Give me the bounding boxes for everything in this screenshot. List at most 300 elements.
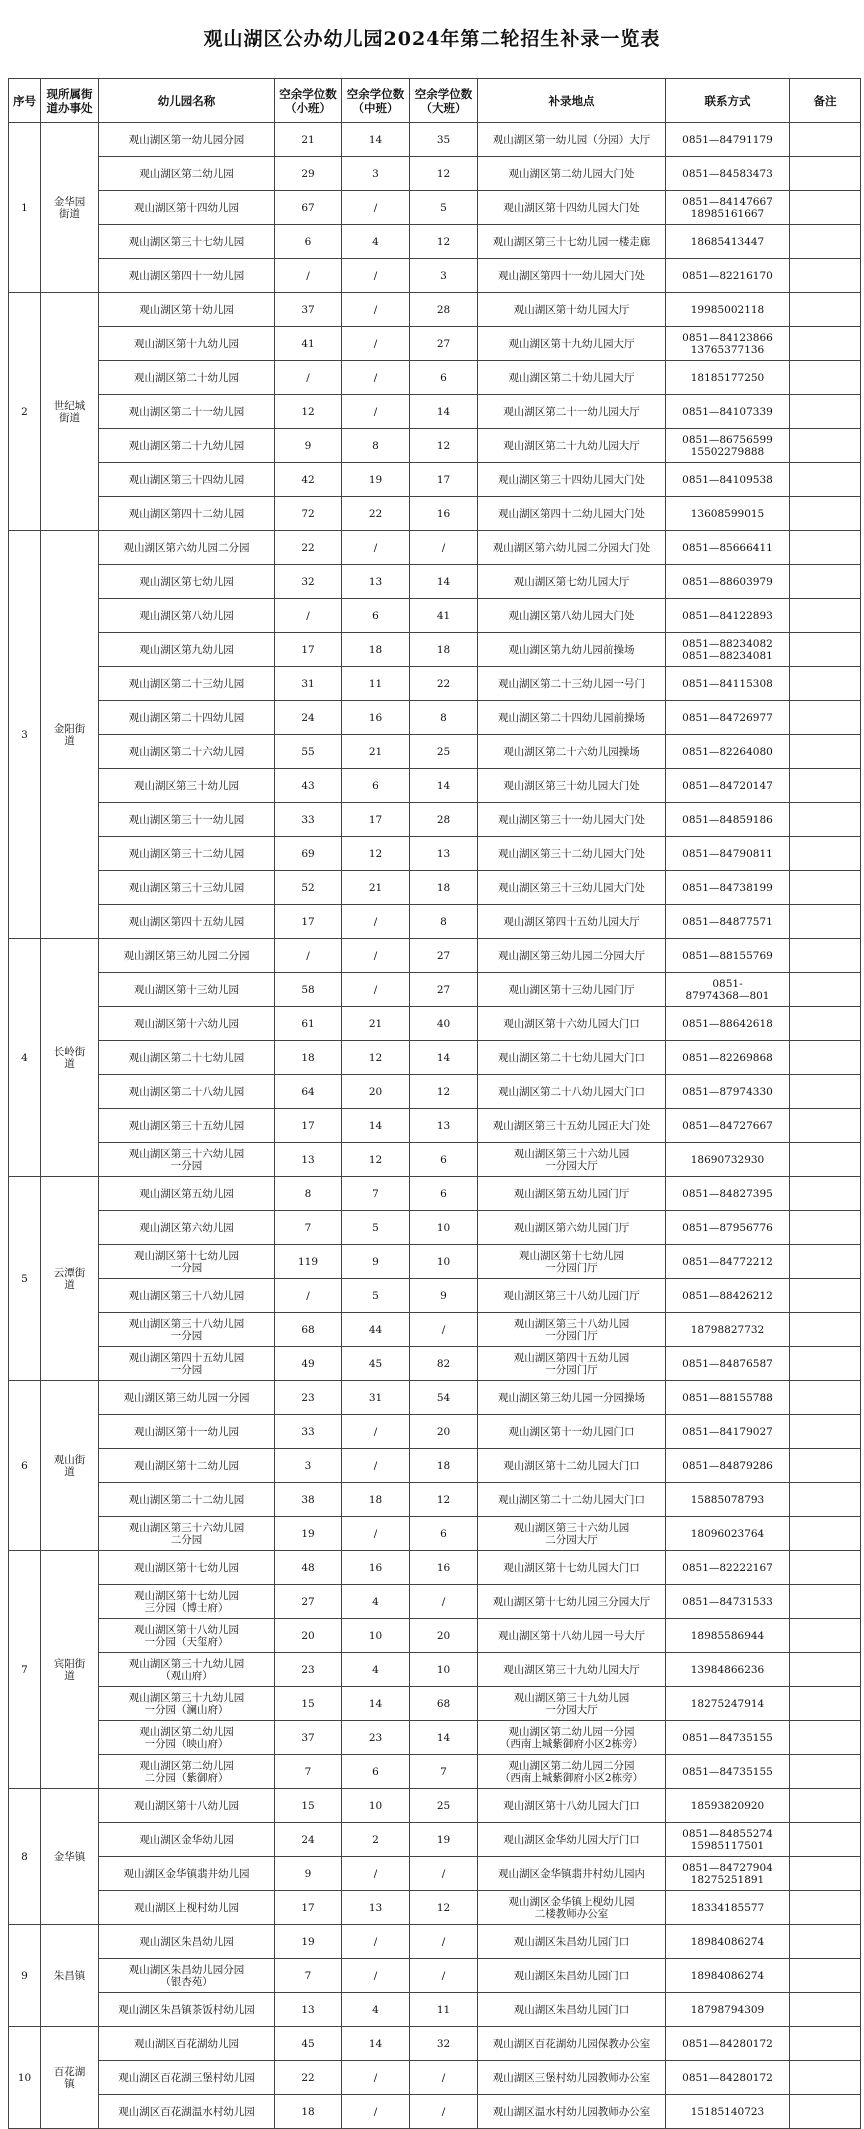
seats-large: 25 (410, 735, 478, 769)
table-row (9, 1517, 861, 1551)
group-office: 长岭街道 (41, 939, 99, 1177)
note-cell (790, 2061, 861, 2095)
seats-middle: / (342, 905, 410, 939)
contact-phone: 0851—82216170 (666, 259, 790, 293)
enroll-place: 观山湖区第六幼儿园二分园大门处 (478, 531, 666, 565)
seats-small: 31 (275, 667, 342, 701)
enroll-place: 观山湖区朱昌幼儿园门口 (478, 1959, 666, 1993)
seats-middle: / (342, 1415, 410, 1449)
header-large: 空余学位数（大班） (410, 79, 478, 123)
group-office: 金阳街道 (41, 531, 99, 939)
kindergarten-name: 观山湖区第三十八幼儿园 (99, 1279, 275, 1313)
contact-phone: 0851—84122893 (666, 599, 790, 633)
seats-middle: 4 (342, 1585, 410, 1619)
enroll-place: 观山湖区第十一幼儿园门口 (478, 1415, 666, 1449)
seats-middle: 13 (342, 565, 410, 599)
enroll-place: 观山湖区第十二幼儿园大门口 (478, 1449, 666, 1483)
table-row (9, 1891, 861, 1925)
table-row (9, 769, 861, 803)
kindergarten-name: 观山湖区第二十三幼儿园 (99, 667, 275, 701)
seats-middle: 23 (342, 1721, 410, 1755)
note-cell (790, 1653, 861, 1687)
contact-phone: 0851—84179027 (666, 1415, 790, 1449)
note-cell (790, 599, 861, 633)
seats-middle: 44 (342, 1313, 410, 1347)
seats-large: 6 (410, 1177, 478, 1211)
note-cell (790, 1041, 861, 1075)
kindergarten-name: 观山湖区第三十四幼儿园 (99, 463, 275, 497)
note-cell (790, 871, 861, 905)
contact-phone: 0851—84879286 (666, 1449, 790, 1483)
seats-large: 12 (410, 429, 478, 463)
kindergarten-name: 观山湖区第三幼儿园一分园 (99, 1381, 275, 1415)
seats-middle: / (342, 327, 410, 361)
note-cell (790, 1517, 861, 1551)
enroll-place: 观山湖区第三十八幼儿园门厅 (478, 1279, 666, 1313)
note-cell (790, 939, 861, 973)
contact-phone: 0851—85666411 (666, 531, 790, 565)
seats-middle: / (342, 1517, 410, 1551)
seats-small: 52 (275, 871, 342, 905)
table-row (9, 1381, 861, 1415)
group-office: 朱昌镇 (41, 1925, 99, 2027)
seats-large: 12 (410, 1075, 478, 1109)
contact-phone: 0851—84876587 (666, 1347, 790, 1381)
note-cell (790, 1993, 861, 2027)
seats-small: 13 (275, 1993, 342, 2027)
contact-phone: 0851—84735155 (666, 1755, 790, 1789)
table-row (9, 1245, 861, 1279)
enroll-place: 观山湖区第五幼儿园门厅 (478, 1177, 666, 1211)
kindergarten-name: 观山湖区第三十五幼儿园 (99, 1109, 275, 1143)
seats-middle: 6 (342, 769, 410, 803)
seats-middle: 7 (342, 1177, 410, 1211)
group-office: 宾阳街道 (41, 1551, 99, 1789)
kindergarten-name: 观山湖区朱昌幼儿园分园 （银杏苑） (99, 1959, 275, 1993)
enroll-place: 观山湖区第二十四幼儿园前操场 (478, 701, 666, 735)
kindergarten-name: 观山湖区第十二幼儿园 (99, 1449, 275, 1483)
seats-middle: 12 (342, 1041, 410, 1075)
seats-middle: 4 (342, 225, 410, 259)
seats-middle: / (342, 531, 410, 565)
enroll-place: 观山湖区第三十八幼儿园 一分园门厅 (478, 1313, 666, 1347)
contact-phone: 0851—88234082 0851—88234081 (666, 633, 790, 667)
enroll-place: 观山湖区第三十五幼儿园正大门处 (478, 1109, 666, 1143)
enroll-place: 观山湖区第十三幼儿园门厅 (478, 973, 666, 1007)
contact-phone: 0851—84107339 (666, 395, 790, 429)
seats-large: 41 (410, 599, 478, 633)
note-cell (790, 701, 861, 735)
table-row (9, 1619, 861, 1653)
seats-middle: 3 (342, 157, 410, 191)
group-seq: 6 (9, 1381, 41, 1551)
group-seq: 10 (9, 2027, 41, 2129)
kindergarten-name: 观山湖区第十六幼儿园 (99, 1007, 275, 1041)
seats-middle: / (342, 2061, 410, 2095)
contact-phone: 0851—82269868 (666, 1041, 790, 1075)
note-cell (790, 1143, 861, 1177)
enroll-place: 观山湖区第十七幼儿园大门口 (478, 1551, 666, 1585)
seats-large: 25 (410, 1789, 478, 1823)
table-row (9, 1687, 861, 1721)
seats-middle: 8 (342, 429, 410, 463)
kindergarten-name: 观山湖区第三幼儿园二分园 (99, 939, 275, 973)
table-row (9, 1653, 861, 1687)
contact-phone: 0851—88155769 (666, 939, 790, 973)
kindergarten-name: 观山湖区第三十三幼儿园 (99, 871, 275, 905)
table-row (9, 803, 861, 837)
kindergarten-name: 观山湖区第二十六幼儿园 (99, 735, 275, 769)
seats-middle: / (342, 1925, 410, 1959)
seats-large: / (410, 531, 478, 565)
seats-middle: 16 (342, 701, 410, 735)
seats-large: 35 (410, 123, 478, 157)
seats-small: 38 (275, 1483, 342, 1517)
seats-small: 43 (275, 769, 342, 803)
contact-phone: 15885078793 (666, 1483, 790, 1517)
group-office: 百花湖镇 (41, 2027, 99, 2129)
contact-phone: 0851—84855274 15985117501 (666, 1823, 790, 1857)
seats-small: 6 (275, 225, 342, 259)
seats-middle: 4 (342, 1993, 410, 2027)
enroll-place: 观山湖区第三十一幼儿园大门处 (478, 803, 666, 837)
note-cell (790, 837, 861, 871)
table-row (9, 327, 861, 361)
seats-small: 8 (275, 1177, 342, 1211)
note-cell (790, 1789, 861, 1823)
enroll-place: 观山湖区百花湖幼儿园保教办公室 (478, 2027, 666, 2061)
contact-phone: 18984086274 (666, 1925, 790, 1959)
kindergarten-name: 观山湖区第二幼儿园 (99, 157, 275, 191)
table-row (9, 871, 861, 905)
header-contact: 联系方式 (666, 79, 790, 123)
kindergarten-name: 观山湖区第四十二幼儿园 (99, 497, 275, 531)
contact-phone: 15185140723 (666, 2095, 790, 2129)
enroll-place: 观山湖区第四十二幼儿园大门处 (478, 497, 666, 531)
seats-middle: 12 (342, 837, 410, 871)
table-row (9, 1177, 861, 1211)
seats-large: 13 (410, 837, 478, 871)
seats-small: 37 (275, 1721, 342, 1755)
table-row (9, 2061, 861, 2095)
table-row (9, 1415, 861, 1449)
kindergarten-name: 观山湖区金华幼儿园 (99, 1823, 275, 1857)
seats-small: 15 (275, 1687, 342, 1721)
kindergarten-name: 观山湖区第六幼儿园二分园 (99, 531, 275, 565)
seats-small: 19 (275, 1925, 342, 1959)
kindergarten-name: 观山湖区第三十九幼儿园 （观山府） (99, 1653, 275, 1687)
contact-phone: 18275247914 (666, 1687, 790, 1721)
table-row (9, 225, 861, 259)
seats-small: 48 (275, 1551, 342, 1585)
table-row (9, 1347, 861, 1381)
seats-large: 6 (410, 1143, 478, 1177)
kindergarten-name: 观山湖区第十三幼儿园 (99, 973, 275, 1007)
group-office: 金华园街道 (41, 123, 99, 293)
table-row (9, 1075, 861, 1109)
seats-small: 119 (275, 1245, 342, 1279)
seats-large: / (410, 1585, 478, 1619)
enroll-place: 观山湖区第二十二幼儿园大门口 (478, 1483, 666, 1517)
seats-large: 27 (410, 327, 478, 361)
seats-middle: / (342, 1959, 410, 1993)
enroll-place: 观山湖区第七幼儿园大厅 (478, 565, 666, 599)
seats-middle: 9 (342, 1245, 410, 1279)
table-row (9, 1041, 861, 1075)
enroll-place: 观山湖区金华幼儿园大厅门口 (478, 1823, 666, 1857)
contact-phone: 0851—84738199 (666, 871, 790, 905)
seats-middle: 21 (342, 735, 410, 769)
kindergarten-name: 观山湖区第三十二幼儿园 (99, 837, 275, 871)
note-cell (790, 667, 861, 701)
seats-large: 28 (410, 293, 478, 327)
seats-large: 11 (410, 1993, 478, 2027)
note-cell (790, 803, 861, 837)
enroll-place: 观山湖区第四十五幼儿园大厅 (478, 905, 666, 939)
seats-small: 22 (275, 2061, 342, 2095)
enroll-place: 观山湖区第三十四幼儿园大门处 (478, 463, 666, 497)
contact-phone: 18334185577 (666, 1891, 790, 1925)
seats-small: 68 (275, 1313, 342, 1347)
note-cell (790, 1381, 861, 1415)
table-row (9, 1993, 861, 2027)
kindergarten-name: 观山湖区上枧村幼儿园 (99, 1891, 275, 1925)
enroll-place: 观山湖区第十幼儿园大厅 (478, 293, 666, 327)
contact-phone: 0851—87974330 (666, 1075, 790, 1109)
contact-phone: 0851—87956776 (666, 1211, 790, 1245)
group-seq: 4 (9, 939, 41, 1177)
note-cell (790, 327, 861, 361)
seats-large: / (410, 1857, 478, 1891)
kindergarten-name: 观山湖区百花湖三堡村幼儿园 (99, 2061, 275, 2095)
table-row (9, 973, 861, 1007)
seats-middle: / (342, 259, 410, 293)
kindergarten-name: 观山湖区第十一幼儿园 (99, 1415, 275, 1449)
kindergarten-name: 观山湖区第十七幼儿园 三分园（博士府） (99, 1585, 275, 1619)
seats-middle: 6 (342, 1755, 410, 1789)
contact-phone: 18690732930 (666, 1143, 790, 1177)
kindergarten-name: 观山湖区第二幼儿园 二分园（紫御府） (99, 1755, 275, 1789)
kindergarten-name: 观山湖区第三十六幼儿园 二分园 (99, 1517, 275, 1551)
kindergarten-name: 观山湖区第十幼儿园 (99, 293, 275, 327)
seats-middle: 14 (342, 1687, 410, 1721)
enroll-place: 观山湖区第十七幼儿园三分园大厅 (478, 1585, 666, 1619)
seats-middle: 5 (342, 1211, 410, 1245)
enroll-place: 观山湖区第二十七幼儿园大门口 (478, 1041, 666, 1075)
seats-middle: / (342, 191, 410, 225)
contact-phone: 0851—88603979 (666, 565, 790, 599)
enroll-place: 观山湖区第四十五幼儿园 一分园门厅 (478, 1347, 666, 1381)
seats-small: 37 (275, 293, 342, 327)
group-seq: 8 (9, 1789, 41, 1925)
enroll-place: 观山湖区三堡村幼儿园教师办公室 (478, 2061, 666, 2095)
table-row (9, 191, 861, 225)
kindergarten-name: 观山湖区第六幼儿园 (99, 1211, 275, 1245)
seats-small: 9 (275, 429, 342, 463)
seats-small: 19 (275, 1517, 342, 1551)
header-note: 备注 (790, 79, 861, 123)
contact-phone: 0851—84280172 (666, 2061, 790, 2095)
seats-large: 14 (410, 565, 478, 599)
note-cell (790, 1109, 861, 1143)
page-title: 观山湖区公办幼儿园2024年第二轮招生补录一览表 (203, 28, 661, 50)
seats-small: 42 (275, 463, 342, 497)
seats-large: 3 (410, 259, 478, 293)
enroll-place: 观山湖区第三十幼儿园大门处 (478, 769, 666, 803)
enroll-place: 观山湖区第二十六幼儿园操场 (478, 735, 666, 769)
note-cell (790, 191, 861, 225)
seats-middle: 14 (342, 123, 410, 157)
seats-small: / (275, 1279, 342, 1313)
note-cell (790, 1007, 861, 1041)
seats-small: 15 (275, 1789, 342, 1823)
contact-phone: 0851—82264080 (666, 735, 790, 769)
seats-large: 10 (410, 1653, 478, 1687)
seats-large: / (410, 1959, 478, 1993)
table-row (9, 565, 861, 599)
seats-small: 72 (275, 497, 342, 531)
seats-small: 21 (275, 123, 342, 157)
table-row (9, 599, 861, 633)
table-row (9, 1857, 861, 1891)
enroll-place: 观山湖区第一幼儿园（分园）大厅 (478, 123, 666, 157)
enroll-place: 观山湖区第二十九幼儿园大厅 (478, 429, 666, 463)
enroll-place: 观山湖区第三十七幼儿园一楼走廊 (478, 225, 666, 259)
note-cell (790, 735, 861, 769)
table-row (9, 259, 861, 293)
seats-large: 28 (410, 803, 478, 837)
enroll-place: 观山湖区第二十三幼儿园一号门 (478, 667, 666, 701)
seats-large: 14 (410, 395, 478, 429)
enroll-place: 观山湖区第三十九幼儿园 一分园大厅 (478, 1687, 666, 1721)
note-cell (790, 2027, 861, 2061)
contact-phone: 0851—84859186 (666, 803, 790, 837)
seats-middle: 20 (342, 1075, 410, 1109)
enrollment-table (8, 78, 861, 2129)
kindergarten-name: 观山湖区第十四幼儿园 (99, 191, 275, 225)
contact-phone: 0851- 87974368—801 (666, 973, 790, 1007)
note-cell (790, 1245, 861, 1279)
table-row (9, 735, 861, 769)
seats-small: 17 (275, 1891, 342, 1925)
note-cell (790, 1857, 861, 1891)
seats-middle: 17 (342, 803, 410, 837)
seats-small: 13 (275, 1143, 342, 1177)
note-cell (790, 225, 861, 259)
seats-middle: 14 (342, 1109, 410, 1143)
note-cell (790, 1619, 861, 1653)
seats-middle: / (342, 939, 410, 973)
seats-small: 20 (275, 1619, 342, 1653)
seats-small: 17 (275, 905, 342, 939)
contact-phone: 0851—88155788 (666, 1381, 790, 1415)
seats-large: 13 (410, 1109, 478, 1143)
note-cell (790, 1755, 861, 1789)
seats-large: 82 (410, 1347, 478, 1381)
kindergarten-name: 观山湖区第五幼儿园 (99, 1177, 275, 1211)
note-cell (790, 1891, 861, 1925)
seats-large: / (410, 1313, 478, 1347)
seats-large: 68 (410, 1687, 478, 1721)
note-cell (790, 361, 861, 395)
kindergarten-name: 观山湖区第九幼儿园 (99, 633, 275, 667)
seats-middle: 45 (342, 1347, 410, 1381)
seats-large: 12 (410, 157, 478, 191)
kindergarten-name: 观山湖区第十九幼儿园 (99, 327, 275, 361)
note-cell (790, 1075, 861, 1109)
seats-large: 14 (410, 769, 478, 803)
kindergarten-name: 观山湖区第三十九幼儿园 一分园（澜山府） (99, 1687, 275, 1721)
seats-middle: / (342, 361, 410, 395)
note-cell (790, 123, 861, 157)
seats-small: / (275, 599, 342, 633)
enroll-place: 观山湖区第三十九幼儿园大厅 (478, 1653, 666, 1687)
kindergarten-name: 观山湖区百花湖幼儿园 (99, 2027, 275, 2061)
kindergarten-name: 观山湖区朱昌镇茶饭村幼儿园 (99, 1993, 275, 2027)
contact-phone: 0851—84583473 (666, 157, 790, 191)
kindergarten-name: 观山湖区第二十一幼儿园 (99, 395, 275, 429)
table-row (9, 1823, 861, 1857)
seats-middle: / (342, 2095, 410, 2129)
contact-phone: 0851—84109538 (666, 463, 790, 497)
kindergarten-name: 观山湖区第四十一幼儿园 (99, 259, 275, 293)
kindergarten-name: 观山湖区第二十八幼儿园 (99, 1075, 275, 1109)
seats-middle: / (342, 1857, 410, 1891)
seats-middle: / (342, 293, 410, 327)
note-cell (790, 395, 861, 429)
enroll-place: 观山湖区第十七幼儿园 一分园门厅 (478, 1245, 666, 1279)
enroll-place: 观山湖区第三幼儿园二分园大厅 (478, 939, 666, 973)
contact-phone: 0851—86756599 15502279888 (666, 429, 790, 463)
note-cell (790, 565, 861, 599)
table-row (9, 463, 861, 497)
contact-phone: 0851—84123866 13765377136 (666, 327, 790, 361)
kindergarten-name: 观山湖区第三十幼儿园 (99, 769, 275, 803)
contact-phone: 0851—84727904 18275251891 (666, 1857, 790, 1891)
seats-large: 5 (410, 191, 478, 225)
note-cell (790, 1721, 861, 1755)
seats-small: 22 (275, 531, 342, 565)
note-cell (790, 429, 861, 463)
seats-small: / (275, 939, 342, 973)
seats-large: 14 (410, 1041, 478, 1075)
seats-large: / (410, 1925, 478, 1959)
table-row (9, 531, 861, 565)
contact-phone: 18185177250 (666, 361, 790, 395)
seats-large: 27 (410, 939, 478, 973)
seats-middle: 10 (342, 1789, 410, 1823)
seats-small: 23 (275, 1381, 342, 1415)
contact-phone: 0851—84280172 (666, 2027, 790, 2061)
seats-large: 54 (410, 1381, 478, 1415)
seats-small: 55 (275, 735, 342, 769)
enroll-place: 观山湖区金华镇上枧幼儿园 二楼教师办公室 (478, 1891, 666, 1925)
table-row (9, 1109, 861, 1143)
header-small: 空余学位数（小班） (275, 79, 342, 123)
kindergarten-name: 观山湖区第二幼儿园 一分园（映山府） (99, 1721, 275, 1755)
group-seq: 5 (9, 1177, 41, 1381)
contact-phone: 0851—84731533 (666, 1585, 790, 1619)
seats-small: 12 (275, 395, 342, 429)
table-row (9, 1721, 861, 1755)
seats-small: 45 (275, 2027, 342, 2061)
kindergarten-name: 观山湖区第二十二幼儿园 (99, 1483, 275, 1517)
note-cell (790, 633, 861, 667)
contact-phone: 0851—88426212 (666, 1279, 790, 1313)
seats-middle: 5 (342, 1279, 410, 1313)
group-seq: 1 (9, 123, 41, 293)
enroll-place: 观山湖区第六幼儿园门厅 (478, 1211, 666, 1245)
